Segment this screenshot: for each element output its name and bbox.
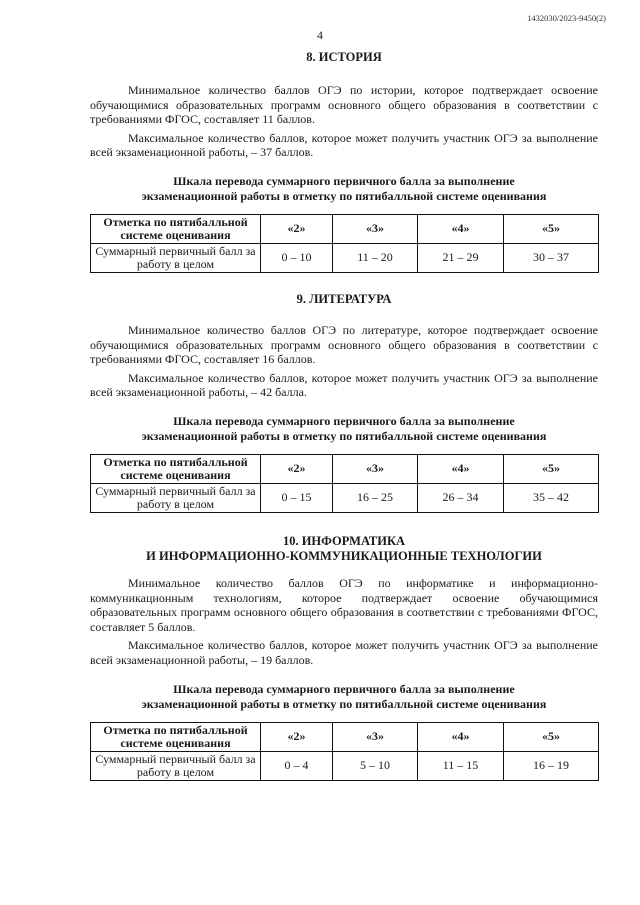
scale-table xyxy=(90,722,599,781)
scale-title-line-1: Шкала перевода суммарного первичного балла за выполнение xyxy=(173,681,515,696)
grade-5: «5» xyxy=(504,214,599,243)
section-informatics xyxy=(90,534,598,781)
min-score-paragraph: Минимальное количество баллов ОГЭ по истории, которое подтверждает освоение обучающимися образовательных программ основного общего образования в соответствии с требованиями ФГОС, составляет 11 баллов. xyxy=(90,83,598,127)
range-grade-2: 0 – 10 xyxy=(261,243,333,272)
section-title-line-1: 10. ИНФОРМАТИКА xyxy=(282,534,406,548)
section-history xyxy=(90,50,598,273)
grade-3: «3» xyxy=(333,454,418,483)
row-label-grade: Отметка по пятибалльной системе оценивания xyxy=(91,722,261,751)
scale-title-line-2: экзаменационной работы в отметку по пятибалльной системе оценивания xyxy=(141,696,547,711)
range-grade-4: 26 – 34 xyxy=(418,483,504,512)
grade-2: «2» xyxy=(261,454,333,483)
grade-3: «3» xyxy=(333,722,418,751)
range-grade-5: 30 – 37 xyxy=(504,243,599,272)
grade-2: «2» xyxy=(261,722,333,751)
grade-2: «2» xyxy=(261,214,333,243)
range-grade-5: 35 – 42 xyxy=(504,483,599,512)
table-row-grades xyxy=(91,722,599,751)
grade-4: «4» xyxy=(418,214,504,243)
range-grade-2: 0 – 15 xyxy=(261,483,333,512)
range-grade-3: 11 – 20 xyxy=(333,243,418,272)
row-label-score: Суммарный первичный балл за работу в целом xyxy=(91,243,261,272)
scale-table xyxy=(90,214,599,273)
scale-title-line-1: Шкала перевода суммарного первичного балла за выполнение xyxy=(173,413,515,428)
table-row-grades xyxy=(91,454,599,483)
table-row-grades xyxy=(91,214,599,243)
scale-title-line-2: экзаменационной работы в отметку по пятибалльной системе оценивания xyxy=(141,428,547,443)
range-grade-3: 5 – 10 xyxy=(333,751,418,780)
scale-table xyxy=(90,454,599,513)
row-label-score: Суммарный первичный балл за работу в целом xyxy=(91,483,261,512)
range-grade-4: 11 – 15 xyxy=(418,751,504,780)
max-score-paragraph: Максимальное количество баллов, которое может получить участник ОГЭ за выполнение всей экзаменационной работы, – 19 баллов. xyxy=(90,638,598,667)
grade-5: «5» xyxy=(504,722,599,751)
document-code: 1432030/2023-9450(2) xyxy=(527,13,606,23)
row-label-grade: Отметка по пятибалльной системе оценивания xyxy=(91,454,261,483)
table-row-scores xyxy=(91,243,599,272)
section-title-line-2: И ИНФОРМАЦИОННО-КОММУНИКАЦИОННЫЕ ТЕХНОЛОГИИ xyxy=(146,549,542,563)
grade-5: «5» xyxy=(504,454,599,483)
section-title: 9. ЛИТЕРАТУРА xyxy=(296,292,392,306)
section-title: 8. ИСТОРИЯ xyxy=(306,50,382,64)
range-grade-5: 16 – 19 xyxy=(504,751,599,780)
row-label-grade: Отметка по пятибалльной системе оценивания xyxy=(91,214,261,243)
min-score-paragraph: Минимальное количество баллов ОГЭ по литературе, которое подтверждает освоение обучающимися образовательных программ основного общего образования в соответствии с требованиями ФГОС, составляет 16 баллов. xyxy=(90,323,598,367)
row-label-score: Суммарный первичный балл за работу в целом xyxy=(91,751,261,780)
page-number: 4 xyxy=(317,28,323,42)
range-grade-4: 21 – 29 xyxy=(418,243,504,272)
table-row-scores xyxy=(91,751,599,780)
scale-title-line-1: Шкала перевода суммарного первичного балла за выполнение xyxy=(173,173,515,188)
max-score-paragraph: Максимальное количество баллов, которое может получить участник ОГЭ за выполнение всей экзаменационной работы, – 37 баллов. xyxy=(90,130,598,160)
max-score-paragraph: Максимальное количество баллов, которое может получить участник ОГЭ за выполнение всей экзаменационной работы, – 42 балла. xyxy=(90,370,598,400)
table-row-scores xyxy=(91,483,599,512)
range-grade-2: 0 – 4 xyxy=(261,751,333,780)
range-grade-3: 16 – 25 xyxy=(333,483,418,512)
section-literature xyxy=(90,292,598,513)
grade-4: «4» xyxy=(418,454,504,483)
scale-title-line-2: экзаменационной работы в отметку по пятибалльной системе оценивания xyxy=(141,188,547,203)
grade-3: «3» xyxy=(333,214,418,243)
grade-4: «4» xyxy=(418,722,504,751)
min-score-paragraph: Минимальное количество баллов ОГЭ по информатике и информационно-коммуникационным технологиям, которое подтверждает освоение обучающимися образовательных программ основного общего образования в соответствии с требованиями ФГОС, составляет 5 баллов. xyxy=(90,576,598,634)
